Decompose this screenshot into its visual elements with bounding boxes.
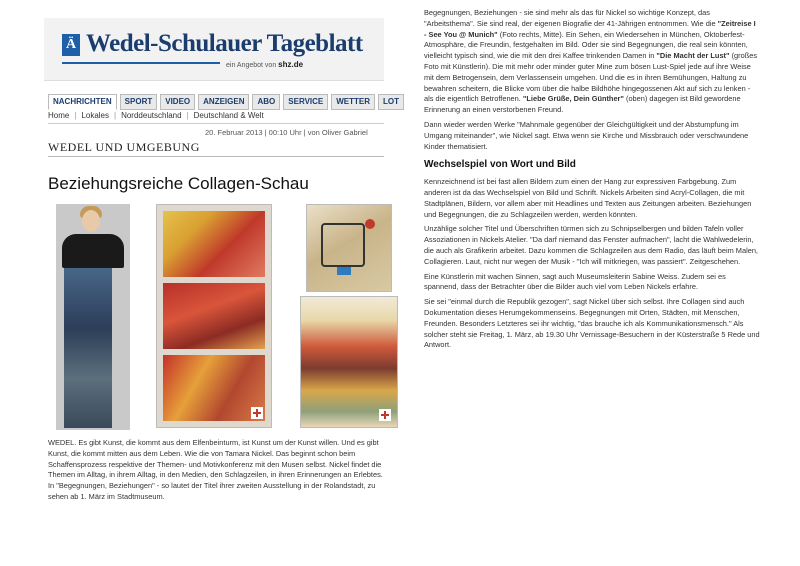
p1-text-a: Begegnungen, Beziehungen - sie sind mehr als das für Nickel so wichtige Konzept, das "Arbeitsthema". Sie sind real, der eigenen Biografie der 41-Jährigen entnommen. Wie die <box>424 8 718 28</box>
paragraph-5: Eine Künstlerin mit wachen Sinnen, sagt auch Museumsleiterin Sabine Weiss. Zudem sei es spannend, dass der Betrachter über die Bilder auch viel vom Leben Nickels erfahre. <box>424 271 726 292</box>
tab-video[interactable]: VIDEO <box>160 94 195 110</box>
paragraph-2: Dann wieder werden Werke "Mahnmale gegenüber der Gleichgültigkeit und der Abstumpfung im Umgang miteinander", wie Nickel sagt. Etwa wenn sie Kirche und Missbrauch oder verschwundene Kinder thematisiert. <box>424 119 749 151</box>
logo-rule <box>62 62 220 64</box>
p1-text-g: (oben) dagegen ist Bild gewordene Erinnerung an einen verstorbenen Freund. <box>424 94 741 115</box>
artist-photo[interactable] <box>56 204 130 430</box>
paragraph-6: Sie sei "einmal durch die Republik gezogen", sagt Nickel über sich selbst. Ihre Collagen sind auch Dokumentation dieses Herumgekommenseins. Begegnungen mit Orten, Städten, mit Menschen, Freunden. Besonders Letzteres sei ihr wichtig, "das brauche ich als Kommunikationsmensch." Als solcher steht sie Freitag, 1. März, ab 19.30 Uhr Vernissage-Besuchern in der Küsterstraße 5 Rede und Antwort. <box>424 297 760 350</box>
collage-panel-top <box>163 211 265 277</box>
article-headline: Beziehungsreiche Collagen-Schau <box>48 174 309 193</box>
paragraph-4: Unzählige solcher Titel und Überschriften türmen sich zu Schnipselbergen und bilden Tafeln voller Assoziationen in Nickels Atelier. "Da darf niemand das Fenster aufmachen", lacht die Wahlwedelerin, die auch als Grafikerin arbeitet. Dazu kommen die Schlagzeilen aus dem Radio, das läuft beim Malen, Collagieren. Laut, nicht nur wegen der Musik - "Ich will mitkriegen, was passiert". Zeitgeschehen. <box>424 224 758 266</box>
p1-title-gruesse: "Liebe Grüße, Dein Günther" <box>522 94 624 104</box>
subnav-deutschland-welt[interactable]: Deutschland & Welt <box>193 111 264 120</box>
p1-title-macht: "Die Macht der Lust" <box>656 51 730 61</box>
subtitle-prefix: ein Angebot von <box>226 62 277 69</box>
site-subtitle <box>226 60 303 69</box>
artist-body <box>62 234 124 268</box>
collage-triptych-photo[interactable] <box>156 204 272 428</box>
paragraph-3: Kennzeichnend ist bei fast allen Bildern zum einen der Hang zur expressiven Farbgebung. Zum anderen ist da das Wechselspiel von Bild und Schrift. Nickels Arbeiten sind Acryl-Collagen, die mit Stadtplänen, Bildern, vor allem aber mit Headlines und Texten aus Zeitungen arbeiten. Beziehungen und Begegnungen, die zu Schlagzeilen werden, werden könnten. <box>424 177 752 219</box>
p1-title-zeitreise: "Zeitreise I - See You @ Munich" <box>424 18 756 39</box>
article-dateline: 20. Februar 2013 | 00:10 Uhr | von Oliver Gabriel <box>205 128 368 137</box>
tab-abo[interactable]: ABO <box>252 94 280 110</box>
p1-text-e: (großes Foto mit Künstlerin). Die mit mehr oder minder guter Mine zum bösen Lust-Spiel jede auf ihre Weise mit dem Betrogensein, dem Verlassensein umgehen. Und die es in ihren Bemühungen, Haltung zu bewahren scheitern, die Blicke vom über die halbe Bildhöhe hingegossenen Akt auf sich zu lenken - als die eigentlich Betroffenen. <box>424 51 758 104</box>
subnav-separator: | <box>74 111 77 120</box>
collage-banner <box>64 262 112 428</box>
p1-text-c: (Foto rechts, Mitte). Ein Sehen, ein Wiedersehen in München, Oktoberfest-Atmosphäre, die Freundin, festgehalten im Bild. Oder sie sind Begegnungen, die real sein könnten, vielleicht typisch sind, wie die mit den drei Kaffee trinkenden Damen in <box>424 29 748 61</box>
red-cross-icon <box>251 407 263 419</box>
collage-landscape-photo[interactable] <box>300 296 398 428</box>
paragraph-1 <box>424 8 760 116</box>
section-divider <box>48 156 384 157</box>
main-nav <box>48 94 404 110</box>
subnav-home[interactable]: Home <box>48 111 70 120</box>
tab-nachrichten[interactable]: NACHRICHTEN <box>48 94 117 110</box>
collage-panel-bottom <box>163 355 265 421</box>
section-title: WEDEL UND UMGEBUNG <box>48 140 200 154</box>
red-cross-icon <box>379 409 391 421</box>
subheading: Wechselspiel von Wort und Bild <box>424 159 576 171</box>
sub-nav <box>48 111 384 124</box>
collage-sketch <box>321 223 365 267</box>
logo-mark-icon[interactable]: Ä <box>62 34 80 56</box>
collage-red-dot <box>365 219 375 229</box>
tab-service[interactable]: SERVICE <box>283 94 328 110</box>
site-title[interactable]: Wedel-Schulauer Tageblatt <box>86 30 363 57</box>
subtitle-brand[interactable]: shz.de <box>278 60 304 69</box>
tab-wetter[interactable]: WETTER <box>331 94 375 110</box>
collage-small-photo[interactable] <box>306 204 392 292</box>
subnav-separator: | <box>114 111 117 120</box>
artist-head <box>82 210 100 232</box>
subnav-separator: | <box>186 111 189 120</box>
collage-blue-mark <box>337 267 351 275</box>
collage-panel-middle <box>163 283 265 349</box>
tab-lotto[interactable]: LOT <box>378 94 404 110</box>
tab-sport[interactable]: SPORT <box>120 94 158 110</box>
article-intro: WEDEL. Es gibt Kunst, die kommt aus dem Elfenbeinturm, ist Kunst um der Kunst willen. Und es gibt Kunst, die kommt mitten aus dem Leben. Wie die von Tamara Nickel. Das beginnt schon beim Schaffensprozess respektive der Themen- und Motivkonferenz mit den Musen selbst. Nickel findet die Themen im Alltag, in ihrem Alltag, in den Medien, den Schlagzeilen, in ihren Erinnerungen an Erlebtes. In "Begegnungen, Beziehungen" - so lautet der Titel ihrer zweiten Ausstellung in der Rolandstadt, zu sehen ab 1. März im Stadtmuseum. <box>48 438 383 501</box>
tab-anzeigen[interactable]: ANZEIGEN <box>198 94 249 110</box>
subnav-lokales[interactable]: Lokales <box>81 111 109 120</box>
article-body <box>424 8 760 355</box>
subnav-norddeutschland[interactable]: Norddeutschland <box>121 111 182 120</box>
